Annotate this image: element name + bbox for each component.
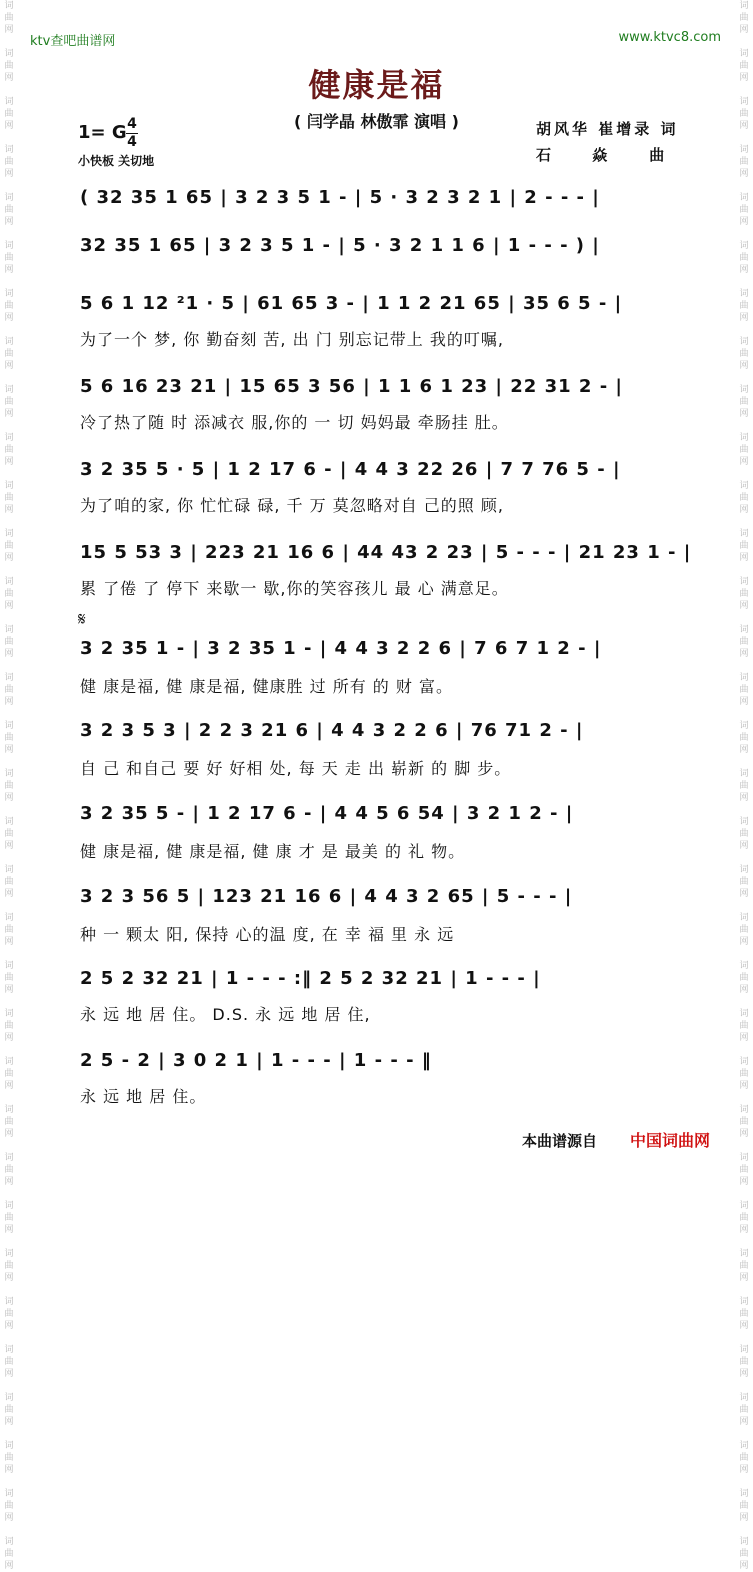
lyric-row-7: 健 康是福, 健 康是福, 健康胜 过 所有 的 财 富。 [80,677,453,696]
lyric-row-6: 累 了倦 了 停下 来歇一 歇,你的笑容孩儿 最 心 满意足。 [80,579,509,598]
lyric-row-8: 自 己 和自己 要 好 好相 处, 每 天 走 出 崭新 的 脚 步。 [80,759,512,778]
score-row-2: 32 35 1 65 | 3 2 3 5 1 - | 5 · 3 2 1 1 6 | 1 - - - ) | [80,235,600,256]
key-signature: 1= G [78,122,127,143]
footer-source: 本曲谱源自 [522,1132,598,1150]
site-url-right[interactable]: www.ktvc8.com [618,30,721,45]
composer-role: 曲 [649,146,665,164]
lyric-row-4: 冷了热了随 时 添减衣 服,你的 一 切 妈妈最 牵肠挂 肚。 [80,413,509,432]
score-row-1: ( 32 35 1 65 | 3 2 3 5 1 - | 5 · 3 2 3 2 1 | 2 - - - | [80,187,600,208]
lyric-row-9: 健 康是福, 健 康是福, 健 康 才 是 最美 的 礼 物。 [80,842,466,861]
time-signature [126,117,138,150]
tempo-marking: 小快板 关切地 [78,154,155,168]
score-row-10: 3 2 3 56 5 | 123 21 16 6 | 4 4 3 2 65 | 5 - - - | [80,886,573,907]
composer-name: 石 焱 [536,146,626,164]
score-row-5: 3 2 35 5 · 5 | 1 2 17 6 - | 4 4 3 22 26 | 7 7 76 5 - | [80,459,621,480]
lyric-row-11: 永 远 地 居 住。 D.S. 永 远 地 居 住, [80,1005,371,1024]
time-top: 4 [127,116,137,132]
score-row-4: 5 6 16 23 21 | 15 65 3 56 | 1 1 6 1 23 | 22 31 2 - | [80,376,624,397]
lyric-row-10: 种 一 颗太 阳, 保持 心的温 度, 在 幸 福 里 永 远 [80,925,455,944]
score-row-12: 2 5 - 2 | 3 0 2 1 | 1 - - - | 1 - - - ‖ [80,1050,432,1071]
singers: ( 闫学晶 林傲霏 演唱 ) [294,112,459,131]
song-title: 健康是福 [308,66,445,104]
watermark-right: 词 曲 网 词 曲 网 词 曲 网 词 曲 网 词 曲 网 词 曲 网 词 曲 网 词 曲 网 词 曲 网 词 曲 网 词 曲 网 词 曲 网 词 曲 网 词 曲 网 词 曲 网 词 曲 网 词 曲 网 词 曲 网 词 曲 网 词 曲 网 词 曲 网 词 曲 网 词 曲 网 词 曲 网 词 曲 网 词 曲 网 词 曲 网 词 曲 网 词 曲 网 词 曲 网 词 曲 网 词 曲 网 词 曲 网 [739,1,749,1571]
score-row-3: 5 6 1 12 ²1 · 5 | 61 65 3 - | 1 1 2 21 65 | 35 6 5 - | [80,293,623,314]
composer-credit [536,144,664,165]
site-logo-left[interactable]: ktv查吧曲谱网 [30,34,116,49]
score-row-8: 3 2 3 5 3 | 2 2 3 21 6 | 4 4 3 2 2 6 | 76 71 2 - | [80,720,584,741]
segno-sign: 𝄋 [78,609,86,630]
score-row-9: 3 2 35 5 - | 1 2 17 6 - | 4 4 5 6 54 | 3 2 1 2 - | [80,803,574,824]
score-row-7: 3 2 35 1 - | 3 2 35 1 - | 4 4 3 2 2 6 | 7 6 7 1 2 - | [80,638,602,659]
time-bottom: 4 [127,134,137,150]
lyric-row-12: 永 远 地 居 住。 [80,1087,207,1106]
watermark-left: 词 曲 网 词 曲 网 词 曲 网 词 曲 网 词 曲 网 词 曲 网 词 曲 网 词 曲 网 词 曲 网 词 曲 网 词 曲 网 词 曲 网 词 曲 网 词 曲 网 词 曲 网 词 曲 网 词 曲 网 词 曲 网 词 曲 网 词 曲 网 词 曲 网 词 曲 网 词 曲 网 词 曲 网 词 曲 网 词 曲 网 词 曲 网 词 曲 网 词 曲 网 词 曲 网 词 曲 网 词 曲 网 词 曲 网 [4,1,14,1571]
lyric-row-5: 为了咱的家, 你 忙忙碌 碌, 千 万 莫忽略对自 己的照 顾, [80,496,504,515]
footer-site[interactable]: 中国词曲网 [630,1131,711,1150]
score-row-11: 2 5 2 32 21 | 1 - - - :‖ 2 5 2 32 21 | 1 - - - | [80,968,541,989]
score-row-6: 15 5 53 3 | 223 21 16 6 | 44 43 2 23 | 5 - - - | 21 23 1 - | [80,542,692,563]
lyricist-credit: 胡风华 崔增录 词 [536,120,679,138]
lyric-row-3: 为了一个 梦, 你 勤奋刻 苦, 出 门 别忘记带上 我的叮嘱, [80,330,504,349]
